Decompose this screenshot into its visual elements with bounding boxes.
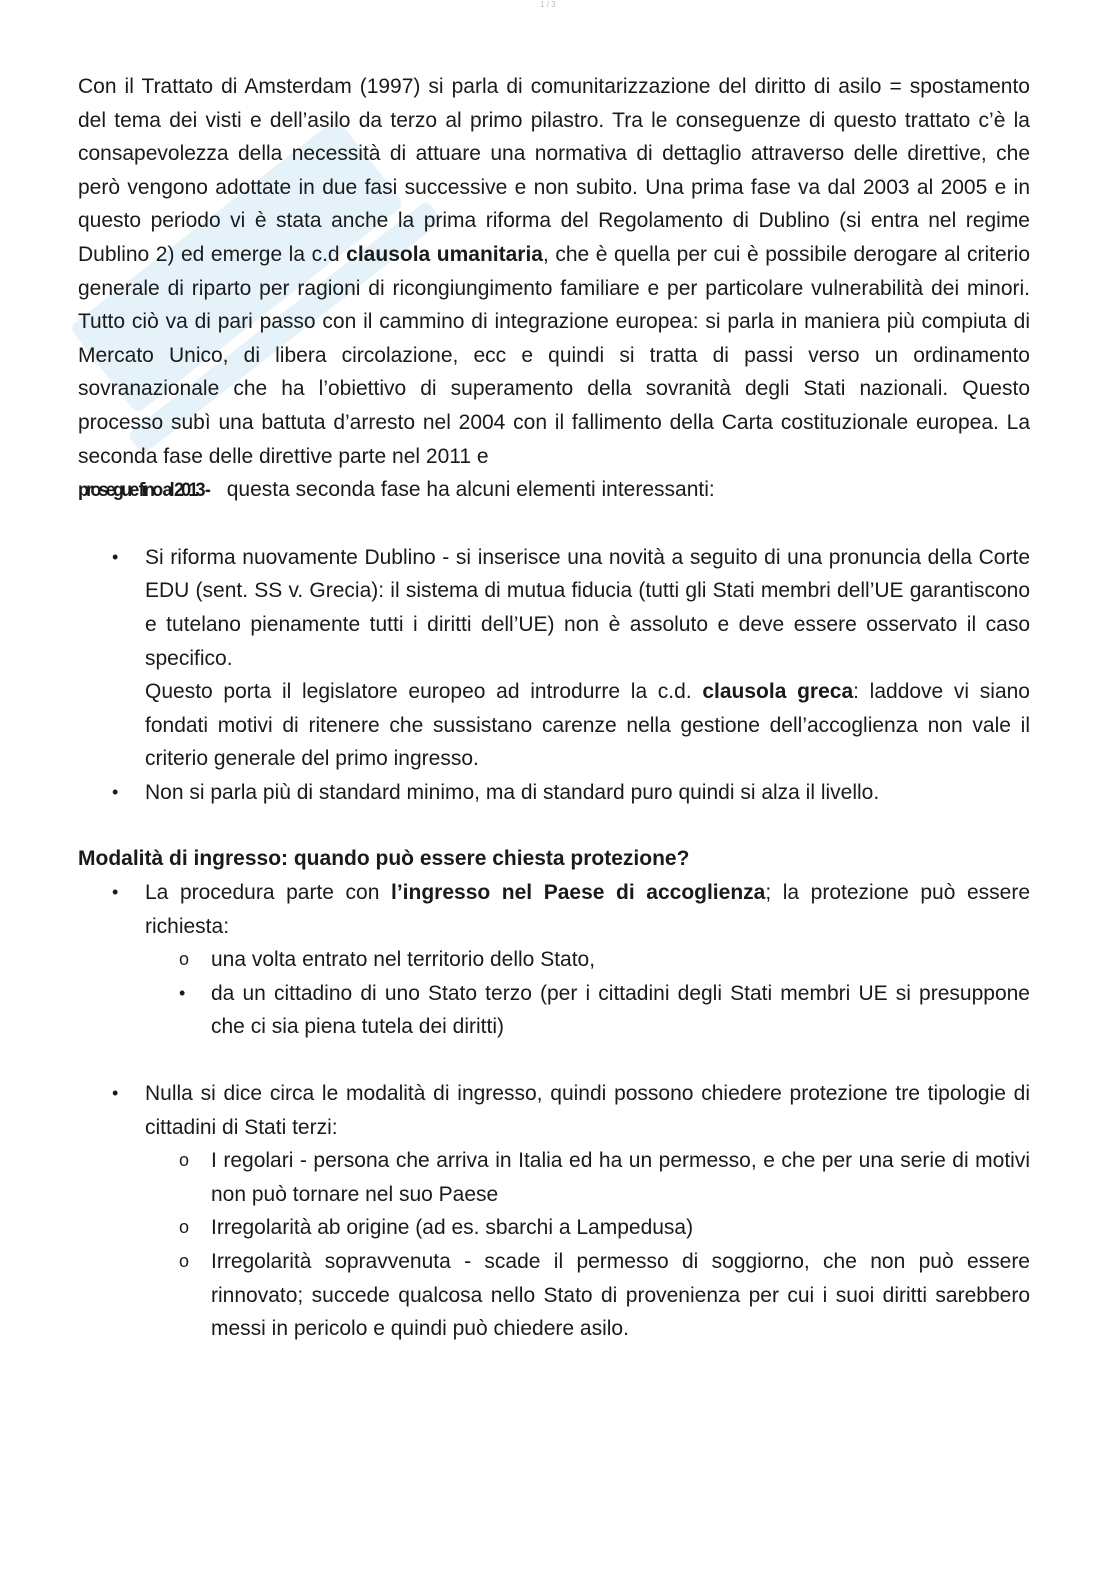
sub-list-item bbox=[145, 1245, 1030, 1346]
squished-text: prosegue fino al 2013 - bbox=[78, 480, 209, 502]
list-item-text: Questo porta il legislatore europeo ad introdurre la c.d. bbox=[145, 680, 703, 704]
list-item bbox=[78, 541, 1030, 776]
intro-text-a: Con il Trattato di Amsterdam (1997) si parla di comunitarizzazione del diritto di asilo = spostamento del tema dei visti e dell’asilo da terzo al primo pilastro. Tra le conseguenze di questo trattato c’è la consapevolezza della necessità di attuare una normativa di dettaglio attraverso delle direttive, che però vengono adottate in due fasi successive e non subito. Una prima fase va dal 2003 al 2005 e in questo periodo vi è stata anche la prima riforma del Regolamento di Dublino (si entra nel regime Dublino 2) ed emerge la c.d bbox=[78, 75, 1030, 266]
intro-text-b: , che è quella per cui è possibile derogare al criterio generale di riparto per ragioni di ricongiungimento familiare e per particolare vulnerabilità dei minori. Tutto ciò va di pari passo con il cammino di integrazione europea: si parla in maniera più compiuta di Mercato Unico, di libera circolazione, ecc e quindi si tratta di passi verso un ordinamento sovranazionale che ha l’obiettivo di superamento della sovranità degli Stati nazionali. Questo processo subì una battuta d’arresto nel 2004 con il fallimento della Carta costituzionale europea. La seconda fase delle direttive parte nel 2011 e bbox=[78, 242, 1031, 468]
sub-item-text: Irregolarità sopravvenuta - scade il permesso di soggiorno, che non può essere rinnovato; succede qualcosa nello Stato di provenienza per cui i suoi diritti sarebbero messi in pericolo e quindi può chiedere asilo. bbox=[211, 1250, 1030, 1341]
page-number: 1 / 3 bbox=[540, 0, 556, 9]
sub-list-item bbox=[145, 977, 1030, 1044]
typologies-list bbox=[78, 1077, 1030, 1346]
intro-paragraph bbox=[78, 70, 1030, 508]
sub-list-item bbox=[145, 1144, 1030, 1211]
list-item-text: Si riforma nuovamente Dublino - si inserisce una novità a seguito di una pronuncia della Corte EDU (sent. SS v. Grecia): il sistema di mutua fiducia (tutti gli Stati membri dell’UE garantiscono e tutelano pienamente tutti i diritti dell’UE) non è assoluto e deve essere osservato il caso specifico. bbox=[145, 545, 1030, 670]
intro-text-c: questa seconda fase ha alcuni elementi interessanti: bbox=[226, 478, 715, 502]
ingresso-highlight: l’ingresso nel Paese di accoglienza bbox=[391, 881, 766, 905]
list-item-text: La procedura parte con bbox=[145, 881, 391, 905]
sub-item-text: I regolari - persona che arriva in Italia ed ha un permesso, e che per una serie di motivi non può tornare nel suo Paese bbox=[211, 1149, 1030, 1206]
list-marker: • bbox=[179, 982, 186, 1003]
list-marker: o bbox=[179, 1217, 190, 1238]
sub-item-text: Irregolarità ab origine (ad es. sbarchi a Lampedusa) bbox=[211, 1216, 694, 1240]
section-heading: Modalità di ingresso: quando può essere chiesta protezione? bbox=[78, 847, 690, 871]
document-body bbox=[78, 70, 1030, 1346]
sub-list bbox=[145, 1144, 1030, 1346]
sub-list-item bbox=[145, 1211, 1030, 1245]
list-marker: o bbox=[179, 949, 190, 970]
clausola-greca: clausola greca bbox=[702, 680, 854, 704]
list-item bbox=[78, 1077, 1030, 1346]
list-marker: o bbox=[179, 1251, 190, 1271]
sub-list-item bbox=[145, 943, 1030, 977]
sub-item-text: una volta entrato nel territorio dello Stato, bbox=[211, 948, 596, 972]
procedure-list bbox=[78, 876, 1030, 1044]
reform-list bbox=[78, 541, 1030, 810]
list-item bbox=[78, 776, 1030, 810]
list-item-text: Nulla si dice circa le modalità di ingresso, quindi possono chiedere protezione tre tipologie di cittadini di Stati terzi: bbox=[145, 1082, 1030, 1139]
list-item bbox=[78, 876, 1030, 1044]
sub-list bbox=[145, 943, 1030, 1044]
clausola-umanitaria: clausola umanitaria bbox=[346, 242, 543, 266]
list-item-text: : laddove vi siano fondati motivi di ritenere che sussistano carenze nella gestione dell’accoglienza non vale il criterio generale del primo ingresso. bbox=[145, 680, 1030, 771]
list-marker: o bbox=[179, 1150, 190, 1171]
sub-item-text: da un cittadino di uno Stato terzo (per i cittadini degli Stati membri UE si presuppone che ci sia piena tutela dei diritti) bbox=[211, 981, 1030, 1039]
list-item-text: ; la protezione può essere richiesta: bbox=[145, 881, 1030, 938]
list-item-text: Non si parla più di standard minimo, ma di standard puro quindi si alza il livello. bbox=[145, 780, 880, 804]
